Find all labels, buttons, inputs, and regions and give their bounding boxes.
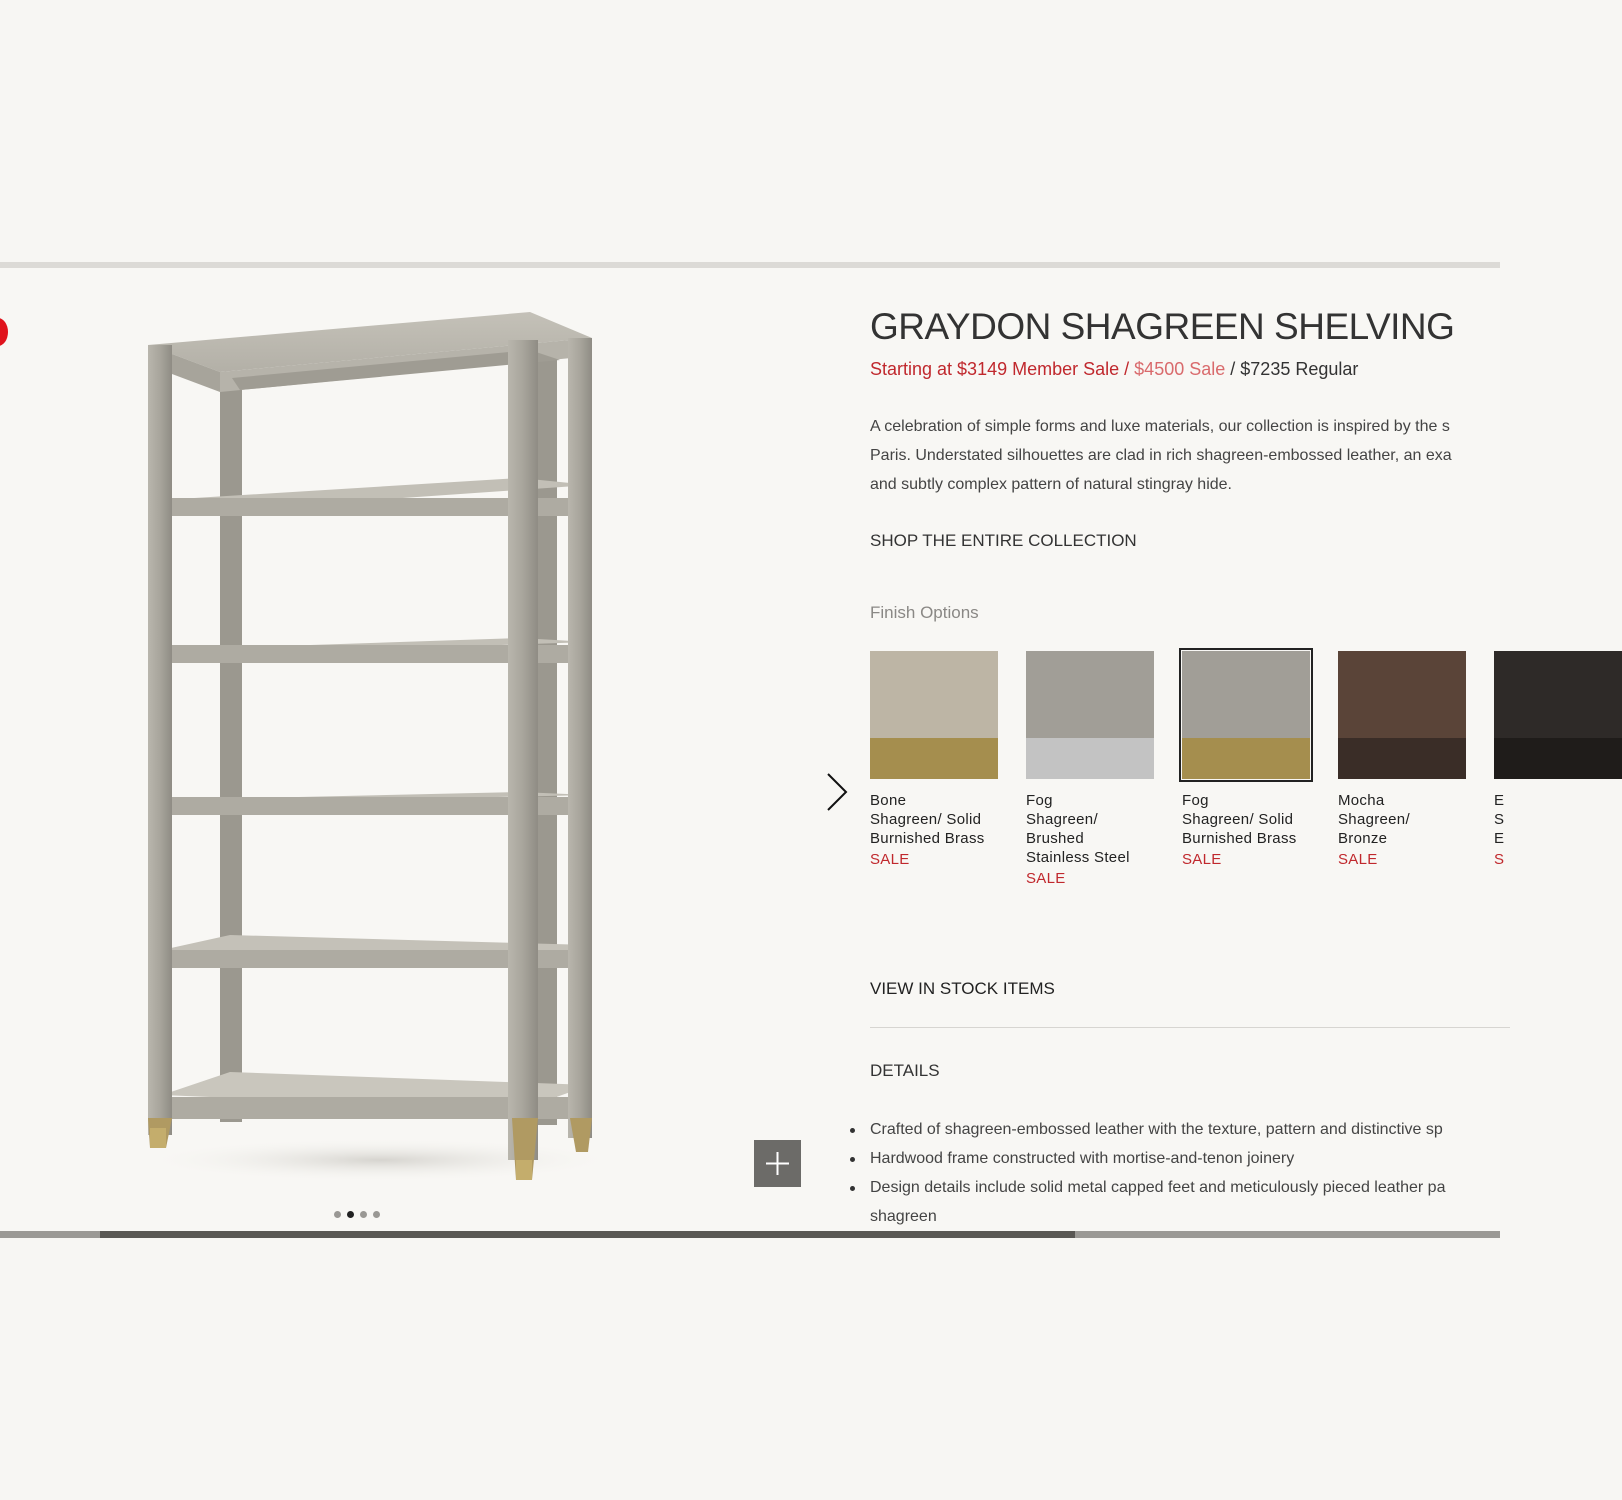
swatch-metal [1338, 738, 1466, 779]
carousel-dot[interactable] [373, 1211, 380, 1218]
swatch-name-line: Bronze [1338, 830, 1388, 847]
swatch-leather [870, 651, 998, 738]
details-toggle[interactable]: DETAILS [870, 1061, 940, 1080]
description-line: Paris. Understated silhouettes are clad in rich shagreen-embossed leather, an exa [870, 447, 1452, 464]
description-line: A celebration of simple forms and luxe materials, our collection is inspired by the s [870, 418, 1450, 435]
list-item: Hardwood frame constructed with mortise-and-tenon joinery [848, 1144, 1508, 1173]
member-price: Starting at $3149 Member Sale [870, 359, 1120, 379]
swatch-chip[interactable] [1494, 651, 1622, 779]
sale-badge: SALE [1182, 851, 1222, 868]
swatch-chip[interactable] [1338, 651, 1466, 779]
swatch-name [1182, 791, 1310, 848]
zoom-button[interactable] [754, 1140, 801, 1187]
regular-price: $7235 Regular [1240, 359, 1359, 379]
swatch-metal [870, 738, 998, 779]
price-separator: / [1225, 359, 1241, 379]
scrollbar-thumb[interactable] [100, 1231, 1075, 1238]
finish-swatch[interactable] [1182, 651, 1310, 868]
swatch-name [1494, 791, 1622, 848]
list-item: Crafted of shagreen-embossed leather with the texture, pattern and distinctive sp [848, 1115, 1508, 1144]
finish-swatch[interactable] [1026, 651, 1154, 887]
swatch-name-line: S [1494, 811, 1505, 828]
carousel-dot[interactable] [347, 1211, 354, 1218]
carousel-dot[interactable] [334, 1211, 341, 1218]
product-title: GRAYDON SHAGREEN SHELVING [870, 306, 1455, 347]
view-in-stock-link[interactable]: VIEW IN STOCK ITEMS [870, 979, 1055, 998]
sale-badge: SALE [1338, 851, 1378, 868]
product-description [870, 412, 1510, 499]
swatch-name-line: Shagreen/ Solid [870, 811, 982, 828]
list-item-continuation: shagreen [870, 1208, 937, 1225]
carousel-dot[interactable] [360, 1211, 367, 1218]
price-line [870, 359, 1358, 380]
swatch-name-line: E [1494, 830, 1505, 847]
swatch-name-line: Brushed [1026, 830, 1084, 847]
details-list [848, 1115, 1508, 1231]
sale-badge: S [1494, 851, 1505, 868]
swatch-metal [1494, 738, 1622, 779]
swatch-name-line: Shagreen/ Solid [1182, 811, 1294, 828]
swatch-name-line: Burnished Brass [1182, 830, 1297, 847]
chevron-right-icon[interactable] [818, 770, 858, 814]
bookshelf-image [120, 300, 620, 1190]
swatch-leather [1026, 651, 1154, 738]
swatch-name-line: Bone [870, 792, 907, 809]
swatch-name-line: E [1494, 792, 1505, 809]
swatch-leather [1338, 651, 1466, 738]
swatch-name-line: Shagreen/ [1026, 811, 1098, 828]
finish-swatch[interactable] [1494, 651, 1622, 868]
finish-swatch[interactable] [870, 651, 998, 868]
swatch-chip[interactable] [1182, 651, 1310, 779]
swatch-leather [1182, 651, 1310, 738]
carousel-dots[interactable] [334, 1211, 380, 1218]
swatch-name [1338, 791, 1466, 848]
swatch-name-line: Fog [1026, 792, 1053, 809]
price-separator: / [1119, 359, 1135, 379]
divider [870, 1027, 1510, 1028]
swatch-name-line: Mocha [1338, 792, 1385, 809]
finish-options-label: Finish Options [870, 603, 979, 622]
description-line: and subtly complex pattern of natural stingray hide. [870, 476, 1232, 493]
swatch-chip[interactable] [1026, 651, 1154, 779]
plus-icon [754, 1140, 801, 1187]
swatch-metal [1026, 738, 1154, 779]
sale-badge: SALE [1026, 870, 1066, 887]
finish-swatch[interactable] [1338, 651, 1466, 868]
swatch-chip[interactable] [870, 651, 998, 779]
swatch-leather [1494, 651, 1622, 738]
bottom-scrollbar[interactable] [0, 1231, 1500, 1238]
swatch-metal [1182, 738, 1310, 779]
sale-price: $4500 Sale [1134, 359, 1226, 379]
list-item: Design details include solid metal capped feet and meticulously pieced leather pa [848, 1173, 1508, 1202]
swatch-name-line: Fog [1182, 792, 1209, 809]
shop-collection-link[interactable]: SHOP THE ENTIRE COLLECTION [870, 531, 1137, 550]
swatch-name-line: Burnished Brass [870, 830, 985, 847]
sale-badge: SALE [870, 851, 910, 868]
swatch-name-line: Stainless Steel [1026, 849, 1130, 866]
swatch-name-line: Shagreen/ [1338, 811, 1410, 828]
swatch-name [870, 791, 998, 848]
swatch-name [1026, 791, 1154, 867]
